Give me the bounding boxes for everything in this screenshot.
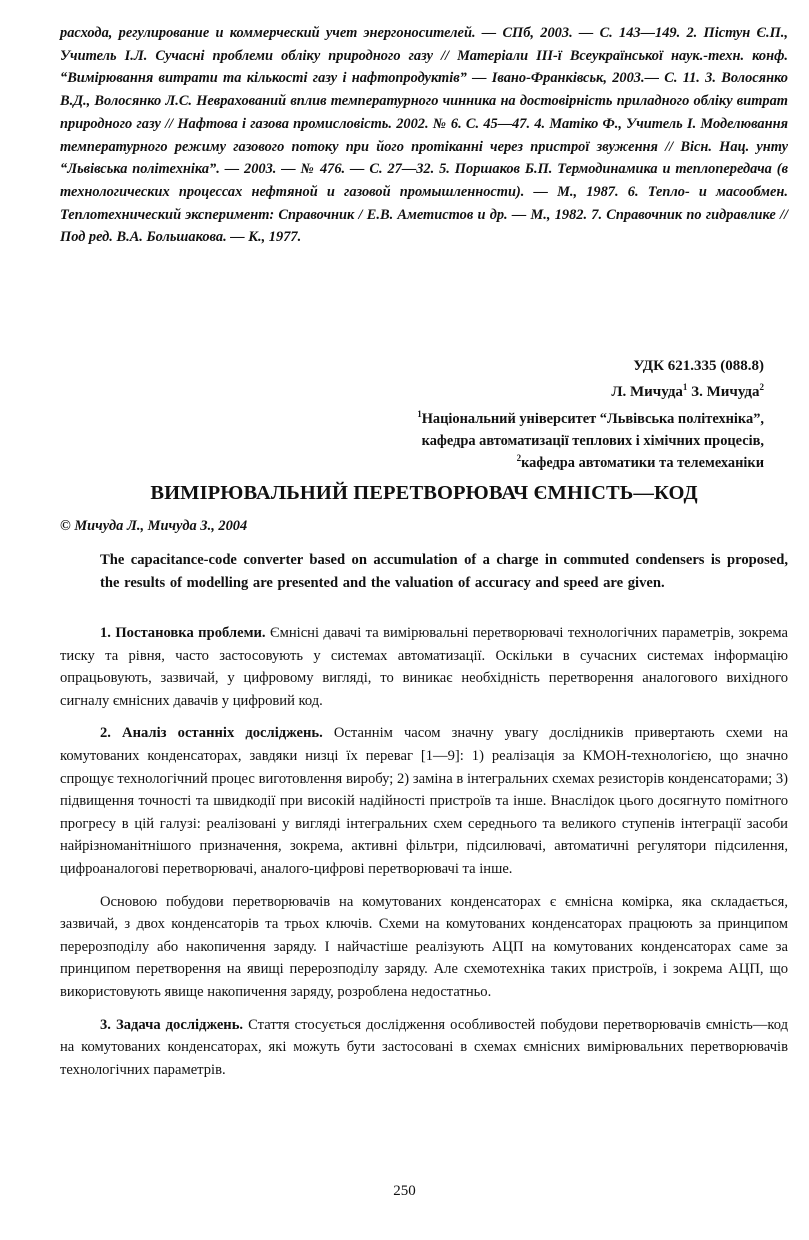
author-1: Л. Мичуда <box>611 384 683 400</box>
affiliation-2-sup: 2 <box>516 453 522 464</box>
authors-line <box>611 384 764 401</box>
article-title: ВИМІРЮВАЛЬНИЙ ПЕРЕТВОРЮВАЧ ЄМНІСТЬ—КОД <box>150 482 698 504</box>
page-number: 250 <box>393 1183 416 1199</box>
section-2b-text: Основою побудови перетворювачів на комутованих конденсаторах є ємнісна комірка, яка складається, зазвичай, з двох конденсаторів та трьох ключів. Схеми на комутованих конденсаторах працюють за принципом перерозподілу або накопичення заряду. І найчастіше реалізують АЦП на комутованих конденсаторах саме за принципом перетворення на явищі перерозподілу заряду. Але схемотехніка таких пристроїв, і зокрема АЦП, що використовують явище накопичення заряду, розроблена недостатньо. <box>60 893 788 1000</box>
section-3-heading: 3. Задача досліджень. <box>100 1016 244 1033</box>
affiliations <box>264 408 764 474</box>
affiliation-2-line-1: $^2$кафедра автоматики та телемеханіки <box>516 453 764 471</box>
section-1-text: Ємнісні давачі та вимірювальні перетворювачі технологічних параметрів, зокрема тиску та рівня, часто застосовують у системах автоматизації. Оскільки в сучасних системах інформацію опрацьовують, зазвичай, у цифровому вигляді, то виникає необхідність перетворення аналогового вихідного сигналу ємнісних давачів у цифровий код. <box>60 625 788 709</box>
section-2-heading: 2. Аналіз останніх досліджень. <box>100 725 323 742</box>
section-2-text: Останнім часом значну увагу дослідників привертають схеми на комутованих конденсаторах, завдяки низці їх переваг [1—9]: 1) реалізація за КМОН-технологією, що значно спрощує технологічний процес виготовлення виробу; 2) заміна в інтегральних схемах резисторів конденсаторами; 3) підвищення точності та швидкодії при високій надійності пристроїв та інше. Внаслідок цього досягнуто помітного прогресу в цій галузі: реалізовані у вигляді інтегральних схем середнього та великого ступенів інтеграції засоби найрізноманітнішого призначення, зокрема, активні фільтри, підсилювачі, автоматичні регулятори підсилення, цифроаналогові перетворювачі, аналого-цифрові перетворювачі та інше. <box>60 725 788 877</box>
section-2-paragraph <box>60 722 788 880</box>
section-1-paragraph <box>60 622 788 712</box>
author-2-sup: 2 <box>759 382 764 392</box>
author-2: З. Мичуда <box>687 384 760 400</box>
udk-code: УДК 621.335 (088.8) <box>633 358 764 374</box>
copyright-line: © Мичуда Л., Мичуда З., 2004 <box>60 518 248 534</box>
affiliation-1-line-2: кафедра автоматизації теплових і хімічних процесів, <box>421 433 764 449</box>
author-1-sup: 1 <box>682 382 688 392</box>
affiliation-1-line-1: $^1$Національний університет “Львівська політехніка”, <box>417 409 764 427</box>
abstract: The capacitance-code converter based on accumulation of a charge in commuted condensers is proposed, the results of modelling are presented and the valuation of accuracy and speed are given. <box>100 552 788 591</box>
article-body <box>60 622 788 1091</box>
section-3-text: Стаття стосується дослідження особливостей побудови перетворювачів ємність—код на комутованих конденсаторах, які можуть бути застосовані в схемах ємнісних вимірювальних перетворювачів технологічних параметрів. <box>60 1016 788 1078</box>
references-continuation: расхода, регулирование и коммерческий учет энергоносителей. — СПб, 2003. — С. 143—149. 2. Пістун Є.П., Учитель І.Л. Сучасні проблеми обліку природного газу // Матеріали ІІІ-ї Всеукраїнської наук.-техн. конф. “Вимірювання витрати та кількості газу і нафтопродуктів” — Івано-Франківськ, 2003.— С. 11. 3. Волосянко В.Д., Волосянко Л.С. Неврахований вплив температурного чинника на достовірність приладного обліку витрат природного газу // Нафтова і газова промисловість. 2002. № 6. С. 45—47. 4. Матіко Ф., Учитель І. Моделювання температурного режиму газового потоку при його протіканні через пристрої звуження // Вісн. Нац. унту “Львівська політехніка”. — 2003. — № 476. — С. 27—32. 5. Поршаков Б.П. Термодинамика и теплопередача (в технологических процессах нефтяной и газовой промышленности). — М., 1987. 6. Тепло- и масообмен. Теплотехнический эксперимент: Справочник / Е.В. Аметистов и др. — М., 1982. 7. Справочник по гидравлике // Под ред. В.А. Большакова. — К., 1977. <box>60 25 788 246</box>
section-2-paragraph-2 <box>60 891 788 1004</box>
affiliation-1-sup: 1 <box>417 409 422 420</box>
section-1-heading: 1. Постановка проблеми. <box>100 625 266 641</box>
section-3-paragraph <box>60 1014 788 1082</box>
